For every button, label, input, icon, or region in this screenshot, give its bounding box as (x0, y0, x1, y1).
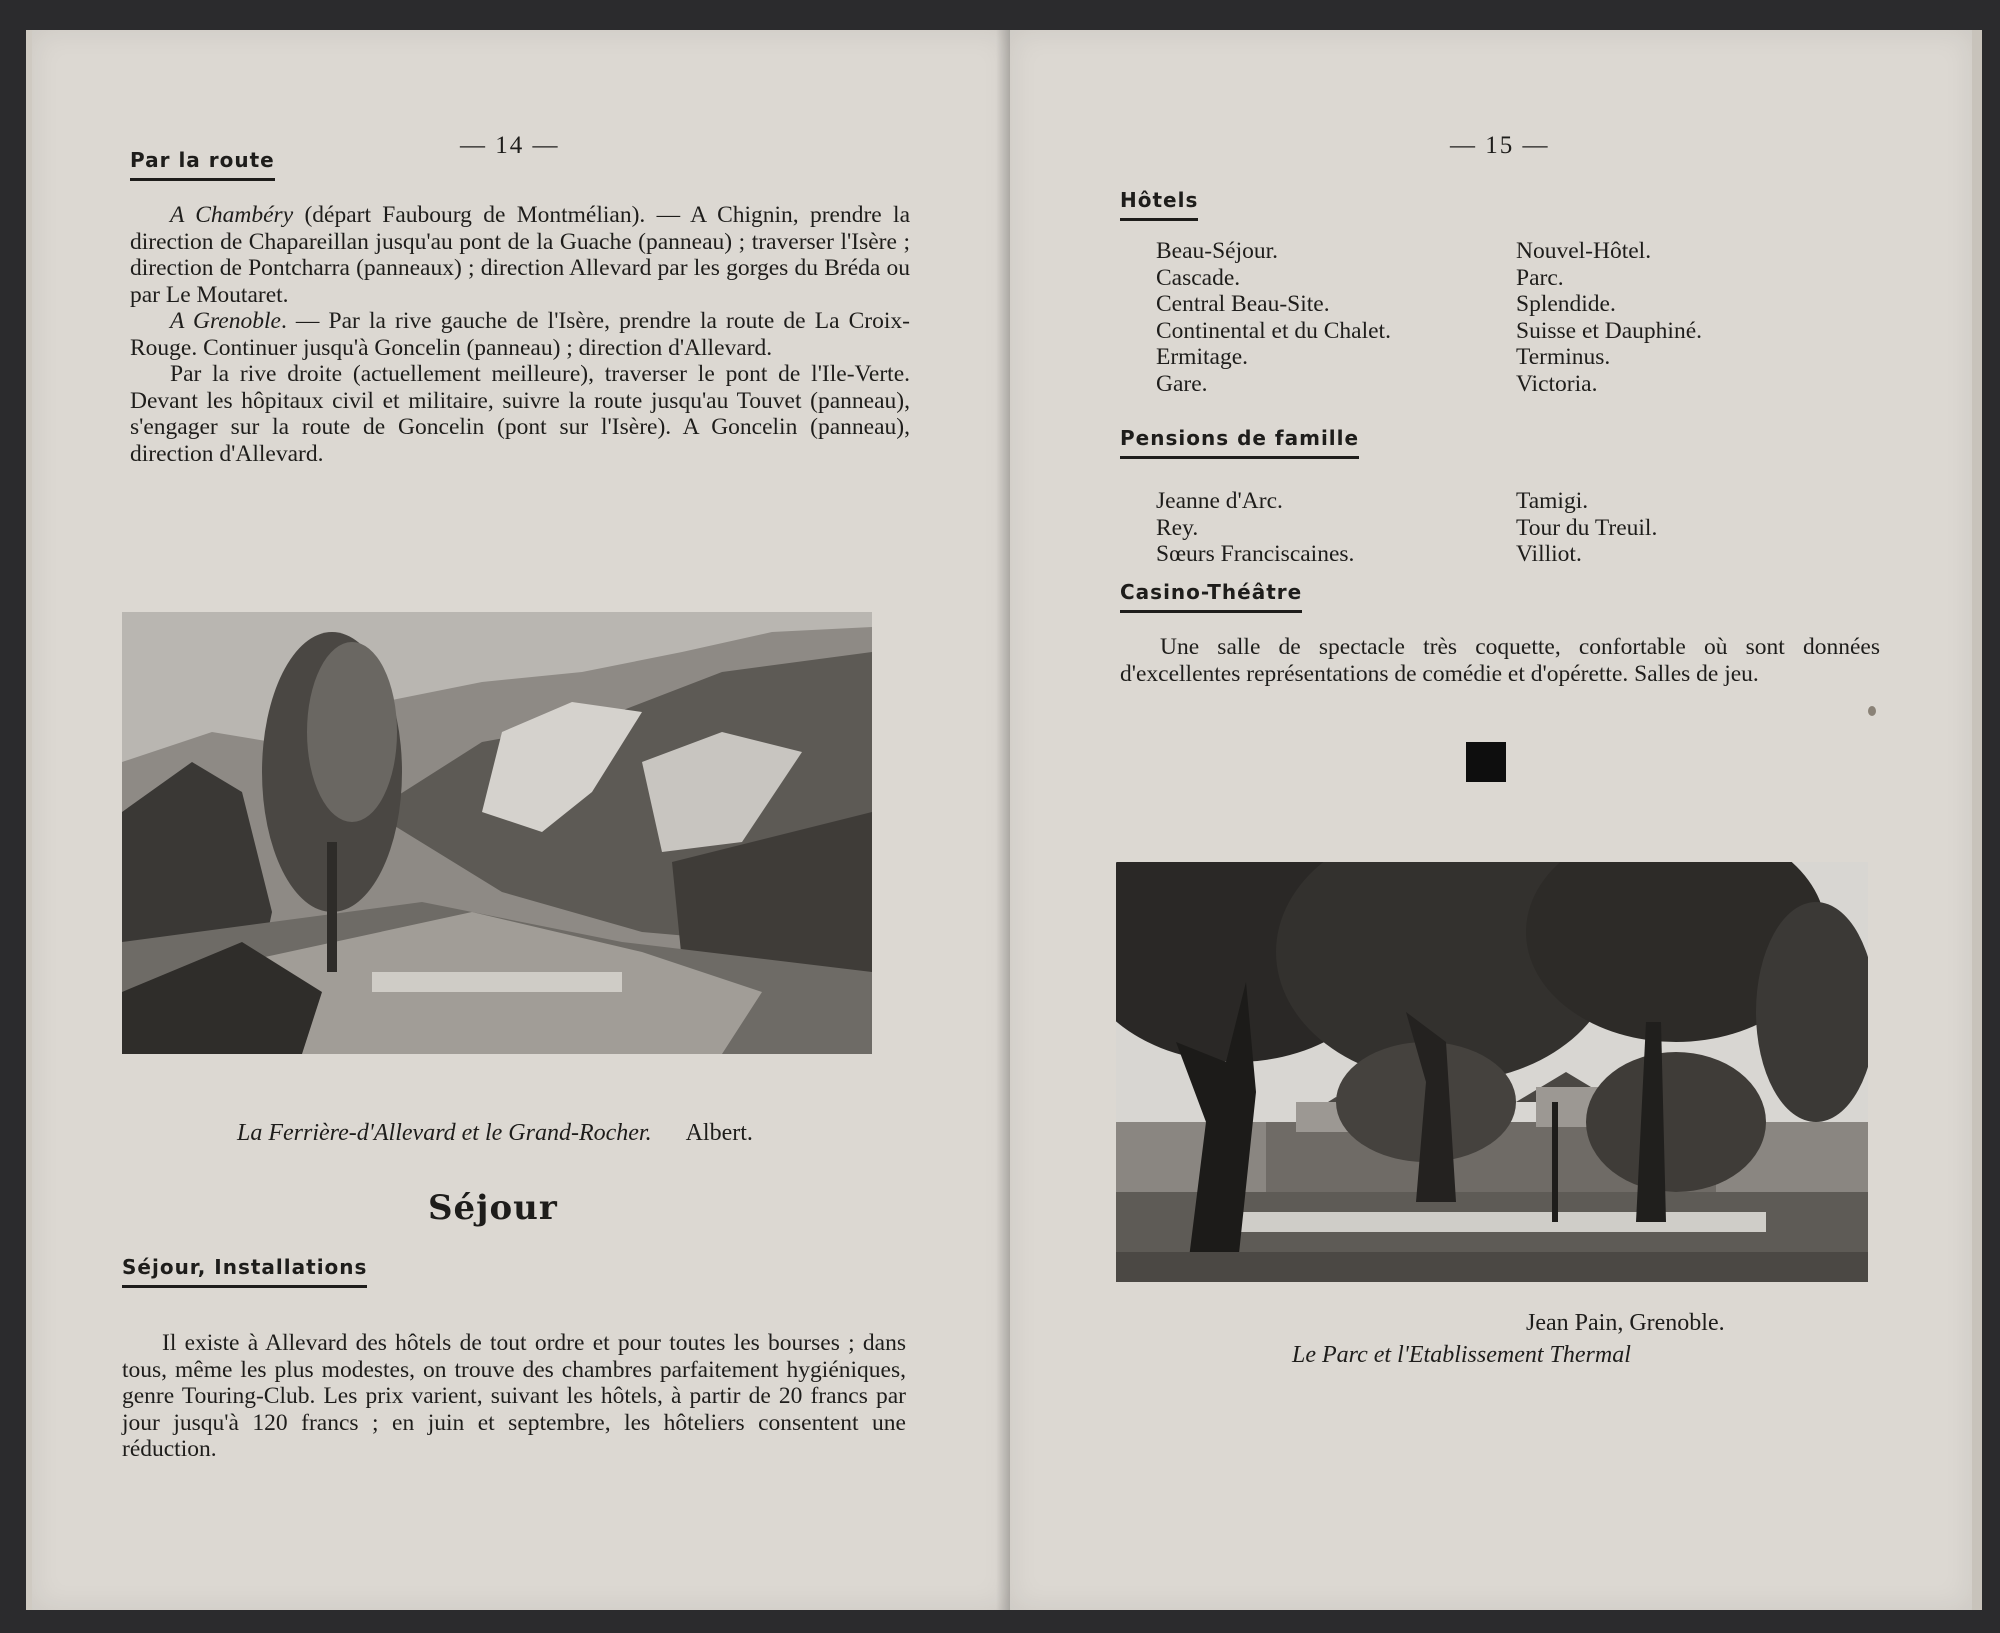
caption-text-la-ferriere: La Ferrière-d'Allevard et le Grand-Rocher. (237, 1120, 652, 1146)
route-text-grenoble: . — Par la rive gauche de l'Isère, prendre la route de La Croix-Rouge. Continuer jusqu'à Goncelin (panneau) ; direction d'Allevard. (130, 308, 910, 361)
hotel-item: Parc. (1516, 264, 1564, 291)
hotel-item: Central Beau-Site. (1156, 291, 1330, 317)
casino-paragraph (1120, 634, 1880, 687)
route-lead-grenoble: A Grenoble (170, 308, 281, 334)
page-speck (1868, 706, 1876, 716)
pensions-list-col1 (1156, 488, 1354, 568)
installations-text: Il existe à Allevard des hôtels de tout ordre et pour toutes les bourses ; dans tous, même les plus modestes, on trouve des chambres parfaitement hygiéniques, genre Touring-Club. Les prix varient, suivant les hôtels, à partir de 20 francs par jour jusqu'à 120 francs ; en juin et septembre, les hôteliers consentent une réduction. (122, 1330, 906, 1462)
hotel-item: Ermitage. (1156, 344, 1249, 370)
pension-item: Tour du Treuil. (1516, 514, 1658, 541)
section-title-sejour: Séjour (428, 1188, 558, 1228)
right-page (1010, 30, 1982, 1610)
ornament-square (1466, 742, 1506, 782)
left-page (26, 30, 1010, 1610)
photo-credit-jean-pain: Jean Pain, Grenoble. (1526, 1310, 1725, 1336)
casino-text: Une salle de spectacle très coquette, confortable où sont données d'excellentes représentations de comédie et d'opérette. Salles de jeu. (1120, 634, 1880, 687)
route-paragraph-grenoble (130, 308, 910, 361)
route-paragraphs (130, 202, 910, 467)
hotel-item: Splendide. (1516, 291, 1616, 317)
page-number-14: — 14 — (460, 132, 560, 159)
hotel-item: Suisse et Dauphiné. (1516, 317, 1703, 344)
hotel-item: Terminus. (1516, 344, 1611, 370)
pension-item: Tamigi. (1516, 488, 1589, 514)
hotel-item: Beau-Séjour. (1156, 238, 1279, 264)
route-paragraph-rive-droite (130, 361, 910, 467)
pension-item: Rey. (1156, 514, 1199, 541)
photo-la-ferriere (122, 612, 872, 1054)
heading-pensions-de-famille: Pensions de famille (1120, 426, 1359, 459)
photo-caption-la-ferriere (237, 1120, 753, 1147)
heading-par-la-route: Par la route (130, 148, 275, 181)
installations-paragraph (122, 1330, 906, 1463)
heading-hotels: Hôtels (1120, 188, 1198, 221)
pension-item: Villiot. (1516, 541, 1582, 567)
photo-le-parc (1116, 862, 1868, 1282)
route-text-rive-droite: Par la rive droite (actuellement meilleure), traverser le pont de l'Ile-Verte. Devant les hôpitaux civil et militaire, suivre la route jusqu'au Touvet (panneau), s'engager sur la route de Goncelin (pont sur l'Isère). A Goncelin (panneau), direction d'Allevard. (130, 361, 910, 467)
pensions-list-col2 (1516, 488, 1657, 568)
hotel-item: Continental et du Chalet. (1156, 317, 1391, 344)
hotels-list-col1 (1156, 238, 1391, 397)
hotel-item: Gare. (1156, 370, 1208, 397)
route-paragraph-chambery (130, 202, 910, 308)
photo-caption-le-parc: Le Parc et l'Etablissement Thermal (1292, 1342, 1631, 1368)
page-number-15: — 15 — (1450, 132, 1550, 159)
photo-le-parc-image (1116, 862, 1868, 1282)
hotel-item: Victoria. (1516, 370, 1598, 397)
pension-item: Jeanne d'Arc. (1156, 488, 1283, 514)
photo-la-ferriere-image (122, 612, 872, 1054)
route-lead-chambery: A Chambéry (170, 202, 294, 228)
photo-credit-albert: Albert. (685, 1120, 753, 1146)
route-text-chambery: (départ Faubourg de Montmélian). — A Chignin, prendre la direction de Chapareillan jusqu'au pont de la Guache (panneau) ; traverser l'Isère ; direction de Pontcharra (panneaux) ; direction Allevard par les gorges du Bréda ou par Le Moutaret. (130, 202, 910, 308)
heading-casino-theatre: Casino-Théâtre (1120, 580, 1302, 613)
hotels-list-col2 (1516, 238, 1702, 397)
heading-sejour-installations: Séjour, Installations (122, 1255, 367, 1288)
booklet-spread (26, 30, 1972, 1610)
hotel-item: Nouvel-Hôtel. (1516, 238, 1652, 264)
hotel-item: Cascade. (1156, 264, 1241, 291)
pension-item: Sœurs Franciscaines. (1156, 541, 1355, 567)
